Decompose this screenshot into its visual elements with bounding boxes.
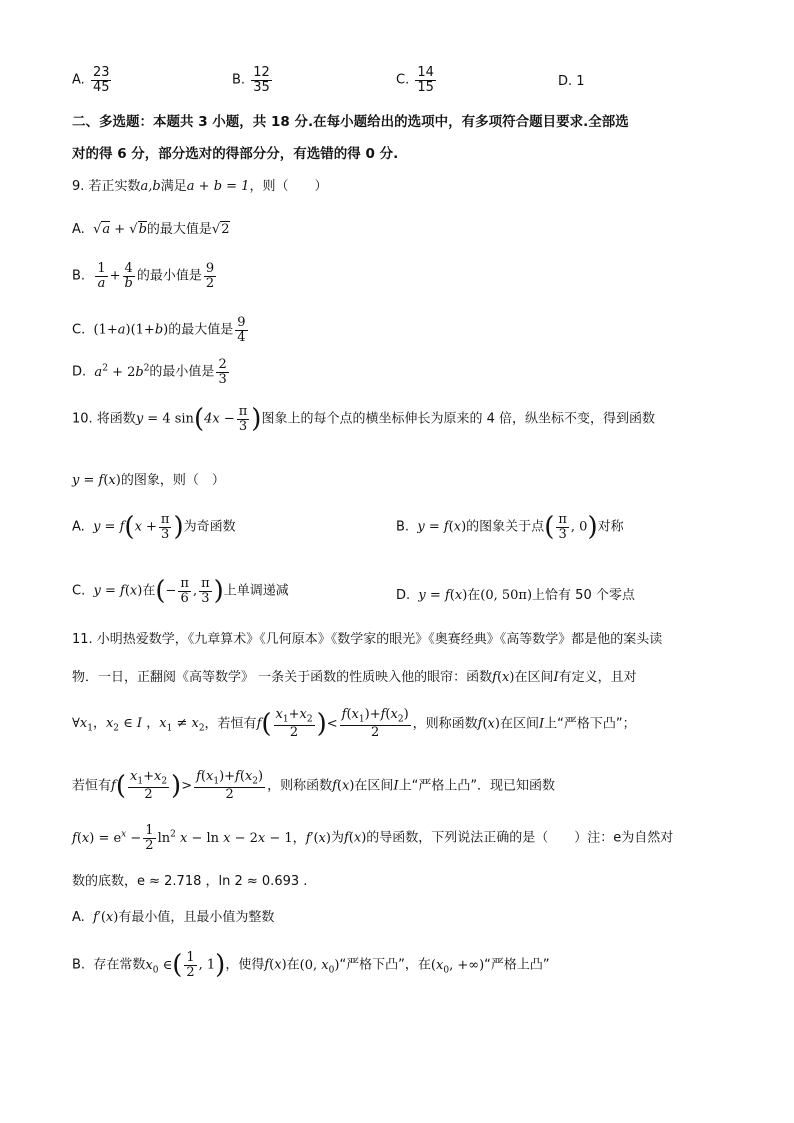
q10-option-b-text: 的图象关于点	[466, 519, 545, 535]
q8-option-a-label: A.	[72, 72, 85, 88]
q11-line2-b: 在区间	[514, 670, 554, 685]
q10-stem-line2: y = f(x)的图象，则（ ）	[72, 473, 225, 488]
q10-option-d-text: 在	[467, 588, 481, 603]
q9-option-b: B. $\frac{1}{a}$ + $\frac{4}{b}$ 的最小值是 $\frac{9}{2}$	[72, 261, 215, 291]
section2-heading-line1: 二、多选题：本题共 3 小题，共 18 分.在每小题给出的选项中，有多项符合题目要求.全部选	[72, 114, 629, 130]
q11-line2-a: 物．一日，正翻阅《高等数学》 一条关于函数的性质映入他的眼帘：函数	[72, 670, 493, 685]
q10-stem-mid: 图象上的每个点的横坐标伸长为原来的 4 倍，纵坐标不变，得到函数	[261, 411, 655, 427]
q11-line2: 物．一日，正翻阅《高等数学》 一条关于函数的性质映入他的眼帘：函数f(x)在区间I有定义，且对	[72, 670, 637, 685]
q8-option-c-label: C.	[396, 72, 410, 88]
q10-option-b-suffix: 对称	[597, 519, 624, 535]
q8-option-c-numerator: 14	[417, 65, 434, 80]
q11-line3-c: 在区间	[499, 716, 539, 732]
q11-option-b-text1: 存在常数	[93, 957, 146, 973]
q8-option-a	[72, 66, 113, 94]
q11-line3-b: ，则称函数	[412, 716, 478, 732]
q11-option-a-text: 有最小值，且最小值为整数	[118, 910, 275, 925]
q11-line6: 数的底数，e ≈ 2.718 ，ln 2 ≈ 0.693 .	[72, 874, 308, 889]
q9-option-c-text: 的最大值是	[168, 322, 234, 338]
q9-option-b-text: 的最小值是	[136, 268, 202, 284]
q11-option-b-text5: “严格上凸”	[484, 957, 550, 973]
q10-stem-line2-suffix: 的图象，则（ ）	[120, 473, 225, 488]
q10-option-b: B. y = f(x)的图象关于点( $\frac{\pi}{3}$ , 0)对称	[396, 511, 624, 542]
q11-line3-d: 上“严格下凸”；	[544, 716, 636, 732]
q9-option-d-label: D.	[72, 364, 87, 380]
q11-line5-b: 的导函数，下列说法正确的是（ ）注：e为自然对	[366, 830, 674, 846]
q9-stem-prefix: 9. 若正实数	[72, 179, 141, 194]
q9-option-a-text: 的最大值是	[146, 222, 212, 237]
q10-option-a: A. y = f(x + $\frac{\pi}{3}$ )为奇函数	[72, 511, 236, 542]
q9-option-c: C. (1+a)(1+b)的最大值是 $\frac{9}{4}$	[72, 315, 246, 345]
q11-line3-a: ，若恒有	[204, 716, 257, 732]
q10-option-c: C. y = f(x)在(− $\frac{\pi}{6}$ , $\frac{\pi}{3}$ )上单调递减	[72, 575, 289, 606]
q11-line4-d: 上“严格上凸”．现已知函数	[398, 778, 556, 794]
q9-stem-vars: a,b	[140, 179, 161, 194]
q8-option-b-label: B.	[232, 72, 246, 88]
section2-heading-line2: 对的得 6 分，部分选对的得部分分，有选错的得 0 分.	[72, 146, 399, 162]
q11-line5-a: 为	[330, 830, 344, 846]
q10-option-a-label: A.	[72, 519, 85, 535]
q11-line4: 若恒有f( $\frac{x_1+x_2}{2}$ )> $\frac{f(x_1)+f(x_2)}{2}$ ，则称函数f(x)在区间I上“严格上凸”．现已知函数	[72, 769, 556, 803]
q9-option-d: D. $a^2 + 2b^2$的最小值是 $\frac{2}{3}$	[72, 357, 227, 387]
q9-stem	[72, 175, 327, 194]
q11-line4-a: 若恒有	[72, 778, 112, 794]
q9-stem-eq: a + b = 1	[186, 179, 250, 194]
q10-option-b-label: B.	[396, 519, 410, 535]
q10-option-d-suffix: 上恰有 50 个零点	[532, 588, 635, 603]
q9-option-b-label: B.	[72, 268, 86, 284]
q8-option-a-denominator: 45	[92, 79, 110, 95]
q11-line3: $\forall x_1$，$x_2$ ∈ I ，$x_1 \ne x_2$，若恒有f( $\frac{x_1+x_2}{2}$ )< $\frac{f(x_1)+f(x_2)}{2}$ ，则称函数f(x)在区间I上“严格下凸”；	[72, 707, 636, 741]
q11-option-b-text3: 在	[286, 957, 300, 973]
q10-option-c-suffix: 上单调递减	[223, 583, 289, 599]
q11-line2-c: 有定义，且对	[558, 670, 637, 685]
q10-option-d: D. y = f(x)在(0, 50π)上恰有 50 个零点	[396, 588, 635, 603]
q8-option-a-numerator: 23	[92, 65, 110, 80]
q8-option-c-denominator: 15	[417, 79, 434, 95]
q10-option-d-label: D.	[396, 588, 411, 603]
q10-option-c-text: 在	[142, 583, 156, 599]
q10-stem-line1: 10. 将函数y = 4 sin(4x − $\frac{\pi}{3}$ )图象上的每个点的横坐标伸长为原来的 4 倍，纵坐标不变，得到函数	[72, 403, 655, 434]
q11-line1: 11. 小明热爱数学，《九章算术》《几何原本》《数学家的眼光》《奥赛经典》《高等数学》都是他的案头读	[72, 632, 663, 647]
q10-option-a-text: 为奇函数	[183, 519, 236, 535]
q11-line4-c: 在区间	[354, 778, 394, 794]
q10-option-c-label: C.	[72, 583, 86, 599]
q8-option-b-numerator: 12	[253, 65, 270, 80]
q11-option-b: B. 存在常数$x_0$ ∈( $\frac{1}{2}$ , 1)，使得f(x)在(0, $x_0)“$严格下凸”，在($x_0$, +∞)“严格上凸”	[72, 949, 550, 980]
q11-option-b-label: B.	[72, 957, 86, 973]
q11-option-a: A. f′(x)有最小值，且最小值为整数	[72, 910, 275, 925]
q9-option-d-text: 的最小值是	[149, 364, 215, 380]
q9-stem-suffix: ，则（ ）	[249, 179, 328, 194]
q9-option-c-label: C.	[72, 322, 86, 338]
q11-line5: $f(x) = e^x$ − $\frac{1}{2}$ $\ln^2 x - \ln x - 2x - 1$，f′(x)为f(x)的导函数，下列说法正确的是（ ）注：e为自然对	[72, 823, 674, 853]
q11-option-b-text4: “严格下凸”，在	[339, 957, 431, 973]
q9-option-a-label: A.	[72, 222, 85, 237]
q8-option-b-denominator: 35	[253, 79, 270, 95]
q10-stem-prefix: 10. 将函数	[72, 411, 136, 427]
q11-line4-b: ，则称函数	[267, 778, 333, 794]
q8-option-b	[232, 66, 274, 94]
q9-option-a: A. √a + √b的最大值是√2	[72, 222, 230, 237]
q8-option-c	[396, 66, 438, 94]
q11-option-b-text2: ，使得	[225, 957, 265, 973]
q11-option-a-label: A.	[72, 910, 85, 925]
q9-stem-mid: 满足	[160, 179, 187, 194]
q8-option-d: D. 1	[558, 74, 585, 89]
